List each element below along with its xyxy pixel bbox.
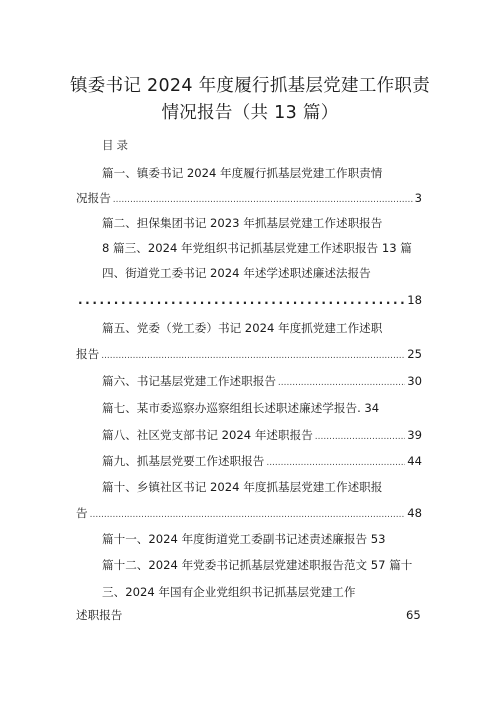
toc-entry-text: 况报告 xyxy=(76,191,111,205)
toc-entry-9[interactable] xyxy=(102,453,422,471)
dot-leader xyxy=(90,507,406,523)
toc-entry-12[interactable]: 篇十二、2024 年党委书记抓基层党建述职报告范文 57 篇十 xyxy=(102,558,413,572)
toc-heading: 目录 xyxy=(102,138,131,152)
toc-entry-13-line-2[interactable]: 述职报告 xyxy=(76,608,123,622)
dot-leader xyxy=(278,375,405,391)
dot-leader xyxy=(266,455,405,471)
toc-entry-7[interactable]: 篇七、某市委巡察办巡察组组长述职述廉述学报告. 34 xyxy=(102,401,380,415)
toc-entry-6[interactable] xyxy=(102,373,422,391)
dot-leader xyxy=(315,429,405,445)
toc-entry-5-line-1[interactable]: 篇五、党委（党工委）书记 2024 年度抓党建工作述职 xyxy=(102,321,383,335)
toc-entry-1-line-1[interactable]: 篇一、镇委书记 2024 年度履行抓基层党建工作职责情 xyxy=(102,166,383,180)
toc-entry-2[interactable]: 篇二、担保集团书记 2023 年抓基层党建工作述职报告 xyxy=(102,216,383,230)
toc-entry-11[interactable]: 篇十一、2024 年度街道党工委副书记述责述廉报告 53 xyxy=(102,532,386,546)
toc-entry-4-line-1[interactable]: 四、街道党工委书记 2024 年述学述职述廉述法报告 xyxy=(102,266,371,280)
toc-entry-text: 篇六、书记基层党建工作述职报告 xyxy=(102,374,276,388)
toc-entry-10-line-2[interactable] xyxy=(76,505,422,523)
toc-entry-10-line-1[interactable]: 篇十、乡镇社区书记 2024 年度抓基层党建工作述职报 xyxy=(102,480,383,494)
toc-entry-3[interactable]: 8 篇三、2024 年党组织书记抓基层党建工作述职报告 13 篇 xyxy=(102,241,412,255)
toc-page-number: 30 xyxy=(407,374,422,388)
toc-page-number: 39 xyxy=(407,428,422,442)
toc-entry-5-line-2[interactable] xyxy=(76,346,422,364)
dot-leader xyxy=(113,192,413,208)
toc-entry-8[interactable] xyxy=(102,427,422,445)
dot-leader xyxy=(101,348,405,364)
toc-page-number: 48 xyxy=(407,506,422,520)
toc-page-number: 25 xyxy=(407,347,422,361)
toc-page-number: 44 xyxy=(407,454,422,468)
toc-page-number: 3 xyxy=(414,191,422,205)
document-title-line-2: 情况报告（共 13 篇） xyxy=(161,103,339,123)
toc-entry-13-line-1[interactable]: 三、2024 年国有企业党组织书记抓基层党建工作 xyxy=(102,585,356,599)
toc-entry-1-line-2[interactable] xyxy=(76,190,422,208)
toc-entry-text: 报告 xyxy=(76,347,100,361)
dot-leader xyxy=(78,292,405,308)
document-title-line-1: 镇委书记 2024 年度履行抓基层党建工作职责 xyxy=(69,76,431,96)
toc-entry-text: 篇九、抓基层党要工作述职报告 xyxy=(102,454,265,468)
toc-entry-text: 篇八、社区党支部书记 2024 年述职报告 xyxy=(102,428,313,442)
toc-page-number: 65 xyxy=(406,608,421,622)
toc-entry-text: 告 xyxy=(76,506,88,520)
toc-page-number: 18 xyxy=(407,293,422,307)
toc-entry-4-line-2[interactable] xyxy=(76,292,422,308)
